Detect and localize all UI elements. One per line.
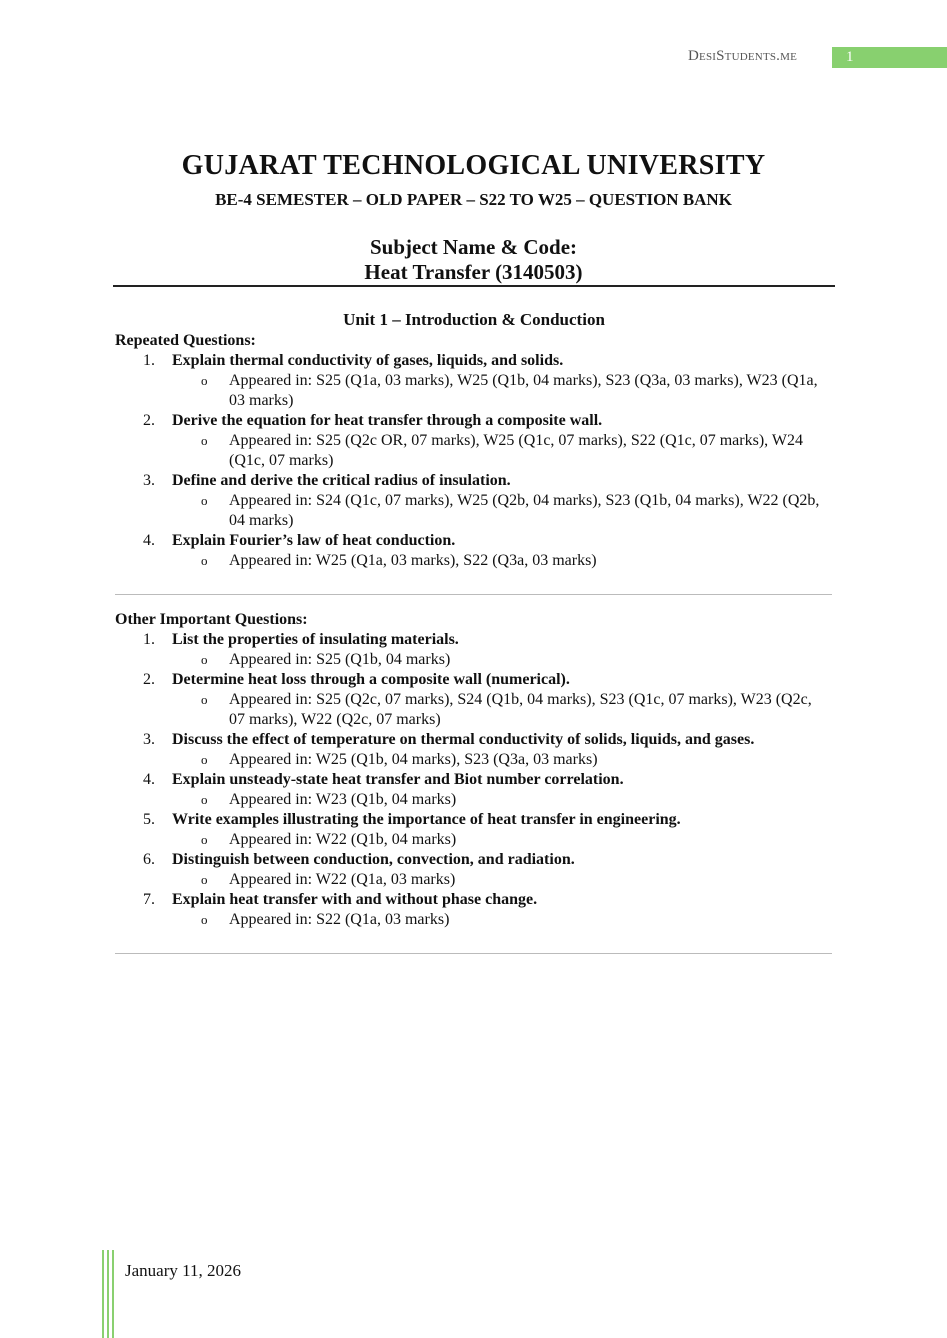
subject-name: Heat Transfer (3140503) — [364, 260, 583, 284]
bullet-icon: o — [201, 792, 208, 807]
question-text: Explain thermal conductivity of gases, liquids, and solids. — [172, 352, 564, 369]
question-item — [115, 810, 835, 830]
bullet-icon: o — [201, 433, 208, 448]
title-rule — [113, 285, 835, 287]
appearance-text: Appeared in: S25 (Q2c, 07 marks), S24 (Q1b, 04 marks), S23 (Q1c, 07 marks), W23 (Q2c, 07 marks), W22 (Q2c, 07 marks) — [229, 691, 812, 728]
subject-label: Subject Name & Code: — [369, 235, 578, 259]
appearance-text: Appeared in: W22 (Q1a, 03 marks) — [229, 871, 456, 888]
question-item — [115, 471, 835, 491]
content — [115, 309, 835, 969]
appearance-text: Appeared in: W22 (Q1b, 04 marks) — [229, 831, 457, 848]
question-item — [115, 670, 835, 690]
subject-block — [0, 235, 947, 285]
question-text: Define and derive the critical radius of insulation. — [172, 472, 511, 489]
footer-date: January 11, 2026 — [125, 1261, 241, 1280]
question-text: Distinguish between conduction, convection, and radiation. — [172, 851, 575, 868]
question-text: List the properties of insulating materials. — [172, 631, 459, 648]
appearance-item — [115, 491, 829, 531]
question-item — [115, 351, 835, 371]
bullet-icon: o — [201, 752, 208, 767]
document-title: GUJARAT TECHNOLOGICAL UNIVERSITY — [181, 150, 766, 181]
question-item — [115, 890, 835, 910]
question-text: Discuss the effect of temperature on thermal conductivity of solids, liquids, and gases. — [172, 731, 755, 748]
question-number: 1. — [143, 631, 155, 648]
question-number: 4. — [143, 532, 155, 549]
appearance-item — [115, 551, 829, 571]
bullet-icon: o — [201, 912, 208, 927]
appearance-text: Appeared in: W23 (Q1b, 04 marks) — [229, 791, 457, 808]
question-item — [115, 770, 835, 790]
question-item — [115, 411, 835, 431]
appearance-text: Appeared in: S25 (Q1a, 03 marks), W25 (Q1b, 04 marks), S23 (Q3a, 03 marks), W23 (Q1a, 03 marks) — [229, 372, 818, 409]
unit-heading: Unit 1 – Introduction & Conduction — [343, 310, 605, 329]
question-number: 4. — [143, 771, 155, 788]
appearance-item — [115, 790, 829, 810]
question-item — [115, 730, 835, 750]
bullet-icon: o — [201, 553, 208, 568]
question-number: 7. — [143, 891, 155, 908]
bullet-icon: o — [201, 652, 208, 667]
appearance-item — [115, 910, 829, 930]
question-text: Explain heat transfer with and without phase change. — [172, 891, 538, 908]
appearance-text: Appeared in: W25 (Q1a, 03 marks), S22 (Q3a, 03 marks) — [229, 552, 597, 569]
other-list — [115, 630, 835, 930]
appearance-item — [115, 650, 829, 670]
repeated-heading: Repeated Questions: — [115, 332, 256, 349]
bullet-icon: o — [201, 692, 208, 707]
question-text: Determine heat loss through a composite wall (numerical). — [172, 671, 570, 688]
question-item — [115, 630, 835, 650]
appearance-text: Appeared in: W25 (Q1b, 04 marks), S23 (Q3a, 03 marks) — [229, 751, 598, 768]
appearance-text: Appeared in: S25 (Q2c OR, 07 marks), W25 (Q1c, 07 marks), S22 (Q1c, 07 marks), W24 (Q1c, 07 marks) — [229, 432, 803, 469]
question-number: 3. — [143, 731, 155, 748]
appearance-item — [115, 371, 829, 411]
question-number: 1. — [143, 352, 155, 369]
question-text: Explain Fourier’s law of heat conduction. — [172, 532, 456, 549]
question-number: 2. — [143, 671, 155, 688]
section-divider — [115, 594, 832, 595]
appearance-item — [115, 870, 829, 890]
question-item — [115, 850, 835, 870]
appearance-text: Appeared in: S22 (Q1a, 03 marks) — [229, 911, 450, 928]
question-text: Explain unsteady-state heat transfer and Biot number correlation. — [172, 771, 624, 788]
section-divider — [115, 953, 832, 954]
question-number: 3. — [143, 472, 155, 489]
page-number: 1 — [832, 47, 947, 68]
question-number: 2. — [143, 412, 155, 429]
question-item — [115, 531, 835, 551]
document-subtitle: BE-4 SEMESTER – OLD PAPER – S22 TO W25 – QUESTION BANK — [215, 190, 732, 209]
appearance-item — [115, 431, 829, 471]
bullet-icon: o — [201, 373, 208, 388]
appearance-text: Appeared in: S25 (Q1b, 04 marks) — [229, 651, 451, 668]
bullet-icon: o — [201, 872, 208, 887]
bullet-icon: o — [201, 832, 208, 847]
appearance-item — [115, 690, 829, 730]
site-name: DesiStudents.me — [688, 48, 798, 64]
bullet-icon: o — [201, 493, 208, 508]
question-text: Derive the equation for heat transfer through a composite wall. — [172, 412, 603, 429]
question-text: Write examples illustrating the importance of heat transfer in engineering. — [172, 811, 681, 828]
appearance-item — [115, 830, 829, 850]
question-number: 6. — [143, 851, 155, 868]
footer-decoration — [102, 1250, 114, 1338]
other-heading: Other Important Questions: — [115, 611, 308, 628]
appearance-text: Appeared in: S24 (Q1c, 07 marks), W25 (Q2b, 04 marks), S23 (Q1b, 04 marks), W22 (Q2b, 04 marks) — [229, 492, 820, 529]
appearance-item — [115, 750, 829, 770]
repeated-list — [115, 351, 835, 571]
question-number: 5. — [143, 811, 155, 828]
